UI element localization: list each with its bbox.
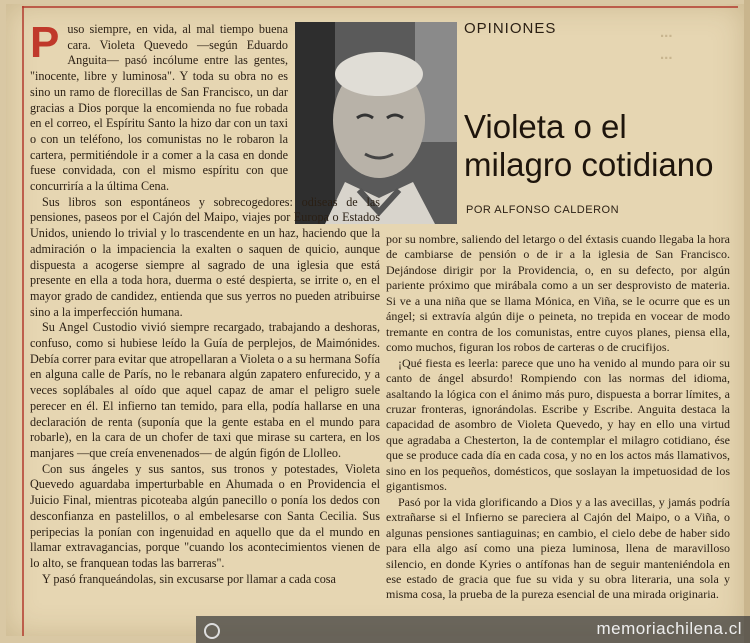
lead-text: uso siempre, en vida, al mal tiempo buena cara. Violeta Quevedo —según Eduardo Anguita— pasó incólume entre las gentes, "inocente, libre y luminosa". Y toda su obra no es sino un ramo de florecillas de San Francisco, un dar gracias a Dios porque la encomienda no fue robada en el correo, el Espíritu Santo la hizo dar con un taxi o con un teléfono, los comunistas no le robaron la cartera, permitiéndole ir a comer a la casa en donde fuese convidada, con el mismo espíritu con que concurriría a la última Cena. <box>30 22 288 194</box>
paragraph: Su Angel Custodio vivió siempre recargado, trabajando a deshoras, confuso, como si hubiese leído la Guía de perplejos, de Maimónides. Debía correr para evitar que atropellaran a Violeta o a su hermana Sofía en alguna calle de París, no le rebanara algún zapatero enfurecido, y a veces soplábales al oído que aquel capaz de amar el peligro suele perecer en él. El infierno tan temido, para ella, podía hallarse en una declaración de renta (suponía que la gente estaba en el mundo para robarle), en la cara de un chofer de taxi que mirase su cartera, en los manjares —que creía envenenados— de algún figón de Llolleo. <box>30 320 380 460</box>
paragraph: ¡Qué fiesta es leerla: parece que uno ha venido al mundo para oir su canto de ángel absurdo! Rompiendo con las normas del idioma, asaltando la lógica con el ánimo más puro, dispuesta a borrar límites, a cruzar fronteras, ignorándolas. Escribe y Escribe. Anguita destaca la capacidad de asombro de Violeta Quevedo, y hay en ello una virtud que agradaba a Chesterton, la de contemplar el milagro cotidiano, ése que se produce cada día en cada cosa, y no en los actos más llamativos, sino en los pequeños, domésticos, que soslayan la impetuosidad de los gigantismos. <box>386 355 730 494</box>
article-headline: Violeta o el milagro cotidiano <box>464 108 714 183</box>
article-column-1 <box>30 18 380 587</box>
section-label: OPINIONES <box>464 20 557 37</box>
page-edge <box>744 0 750 643</box>
red-rule-left <box>22 6 24 636</box>
article-column-2 <box>386 232 730 603</box>
bleed-through-text: ... ... <box>660 24 673 63</box>
paragraph: Sus libros son espontáneos y sobrecogedores: odiseas de las pensiones, paseos por el Cajón del Maipo, viajes por Europa o Estados Unidos, uniendo lo trivial y lo trascendente en un haz, haciendo que la admiración o la impaciencia la exalten o saquen de quicio, aunque dispuesta a acogerse siempre al sagrado de una iglesia que está presente en ella a toda hora, duerma o esté despierta, se irrite o, en el mayor grado de candidez, entienda que sus yerros no pueden atribuirse sino a la imperfección humana. <box>30 194 380 319</box>
article-byline: POR ALFONSO CALDERON <box>466 204 620 216</box>
paragraph-lead <box>30 18 380 195</box>
red-rule-top <box>22 6 738 8</box>
paragraph: por su nombre, saliendo del letargo o del éxtasis cuando llegaba la hora de cambiarse de pensión o de ir a la iglesia de San Francisco. Dejándose dirigir por la Providencia, o, en su defecto, por algún pariente próximo que mirábala como a un ser desprovisto de materia. Si ve a una niña que se llama Mónica, en Viña, se le ocurre que es un ángel; si extravía algún dije o peineta, no trepida en vocear de modo tremante en contra de los comunistas, entre cuyos planes, piensa ella, como muchos, figuran los robos de carteras o de crucifijos. <box>386 232 730 355</box>
paragraph: Pasó por la vida glorificando a Dios y a las avecillas, y jamás podría extrañarse si el Infierno se pareciera al Cajón del Maipo, o a Viña, o algunas pensiones santiaguinas; en cambio, el cielo debe de haber sido para ella algo así como una pieza luminosa, llena de maravilloso silencio, en donde Kyries o antífonas han de seguir manteniéndola en ese estado de gracia que fue su vida y su obra literaria, una sola y misma cosa, la prueba de la pureza esencial de una mirada originaria. <box>386 494 730 602</box>
paragraph: Con sus ángeles y sus santos, sus tronos y potestades, Violeta Quevedo aguardaba imperturbable en Ahumada o en Providencia el Juicio Final, mientras picoteaba algún panecillo o ponía los dedos con desconfianza en pastelillos, o al embelesarse con Santa Cecilia. Sus peripecias la ponían con ingenuidad en aquello que da el mundo en llamar extravagancias, porque "cuando los acontecimientos vienen de lo alto, se franquean todas las barreras". <box>30 461 380 570</box>
paragraph: Y pasó franqueándolas, sin excusarse por llamar a cada cosa <box>42 571 336 586</box>
watermark-logo-icon <box>204 623 220 639</box>
site-watermark <box>196 616 750 643</box>
watermark-text: memoriachilena.cl <box>596 619 742 638</box>
drop-cap: P <box>30 18 60 67</box>
